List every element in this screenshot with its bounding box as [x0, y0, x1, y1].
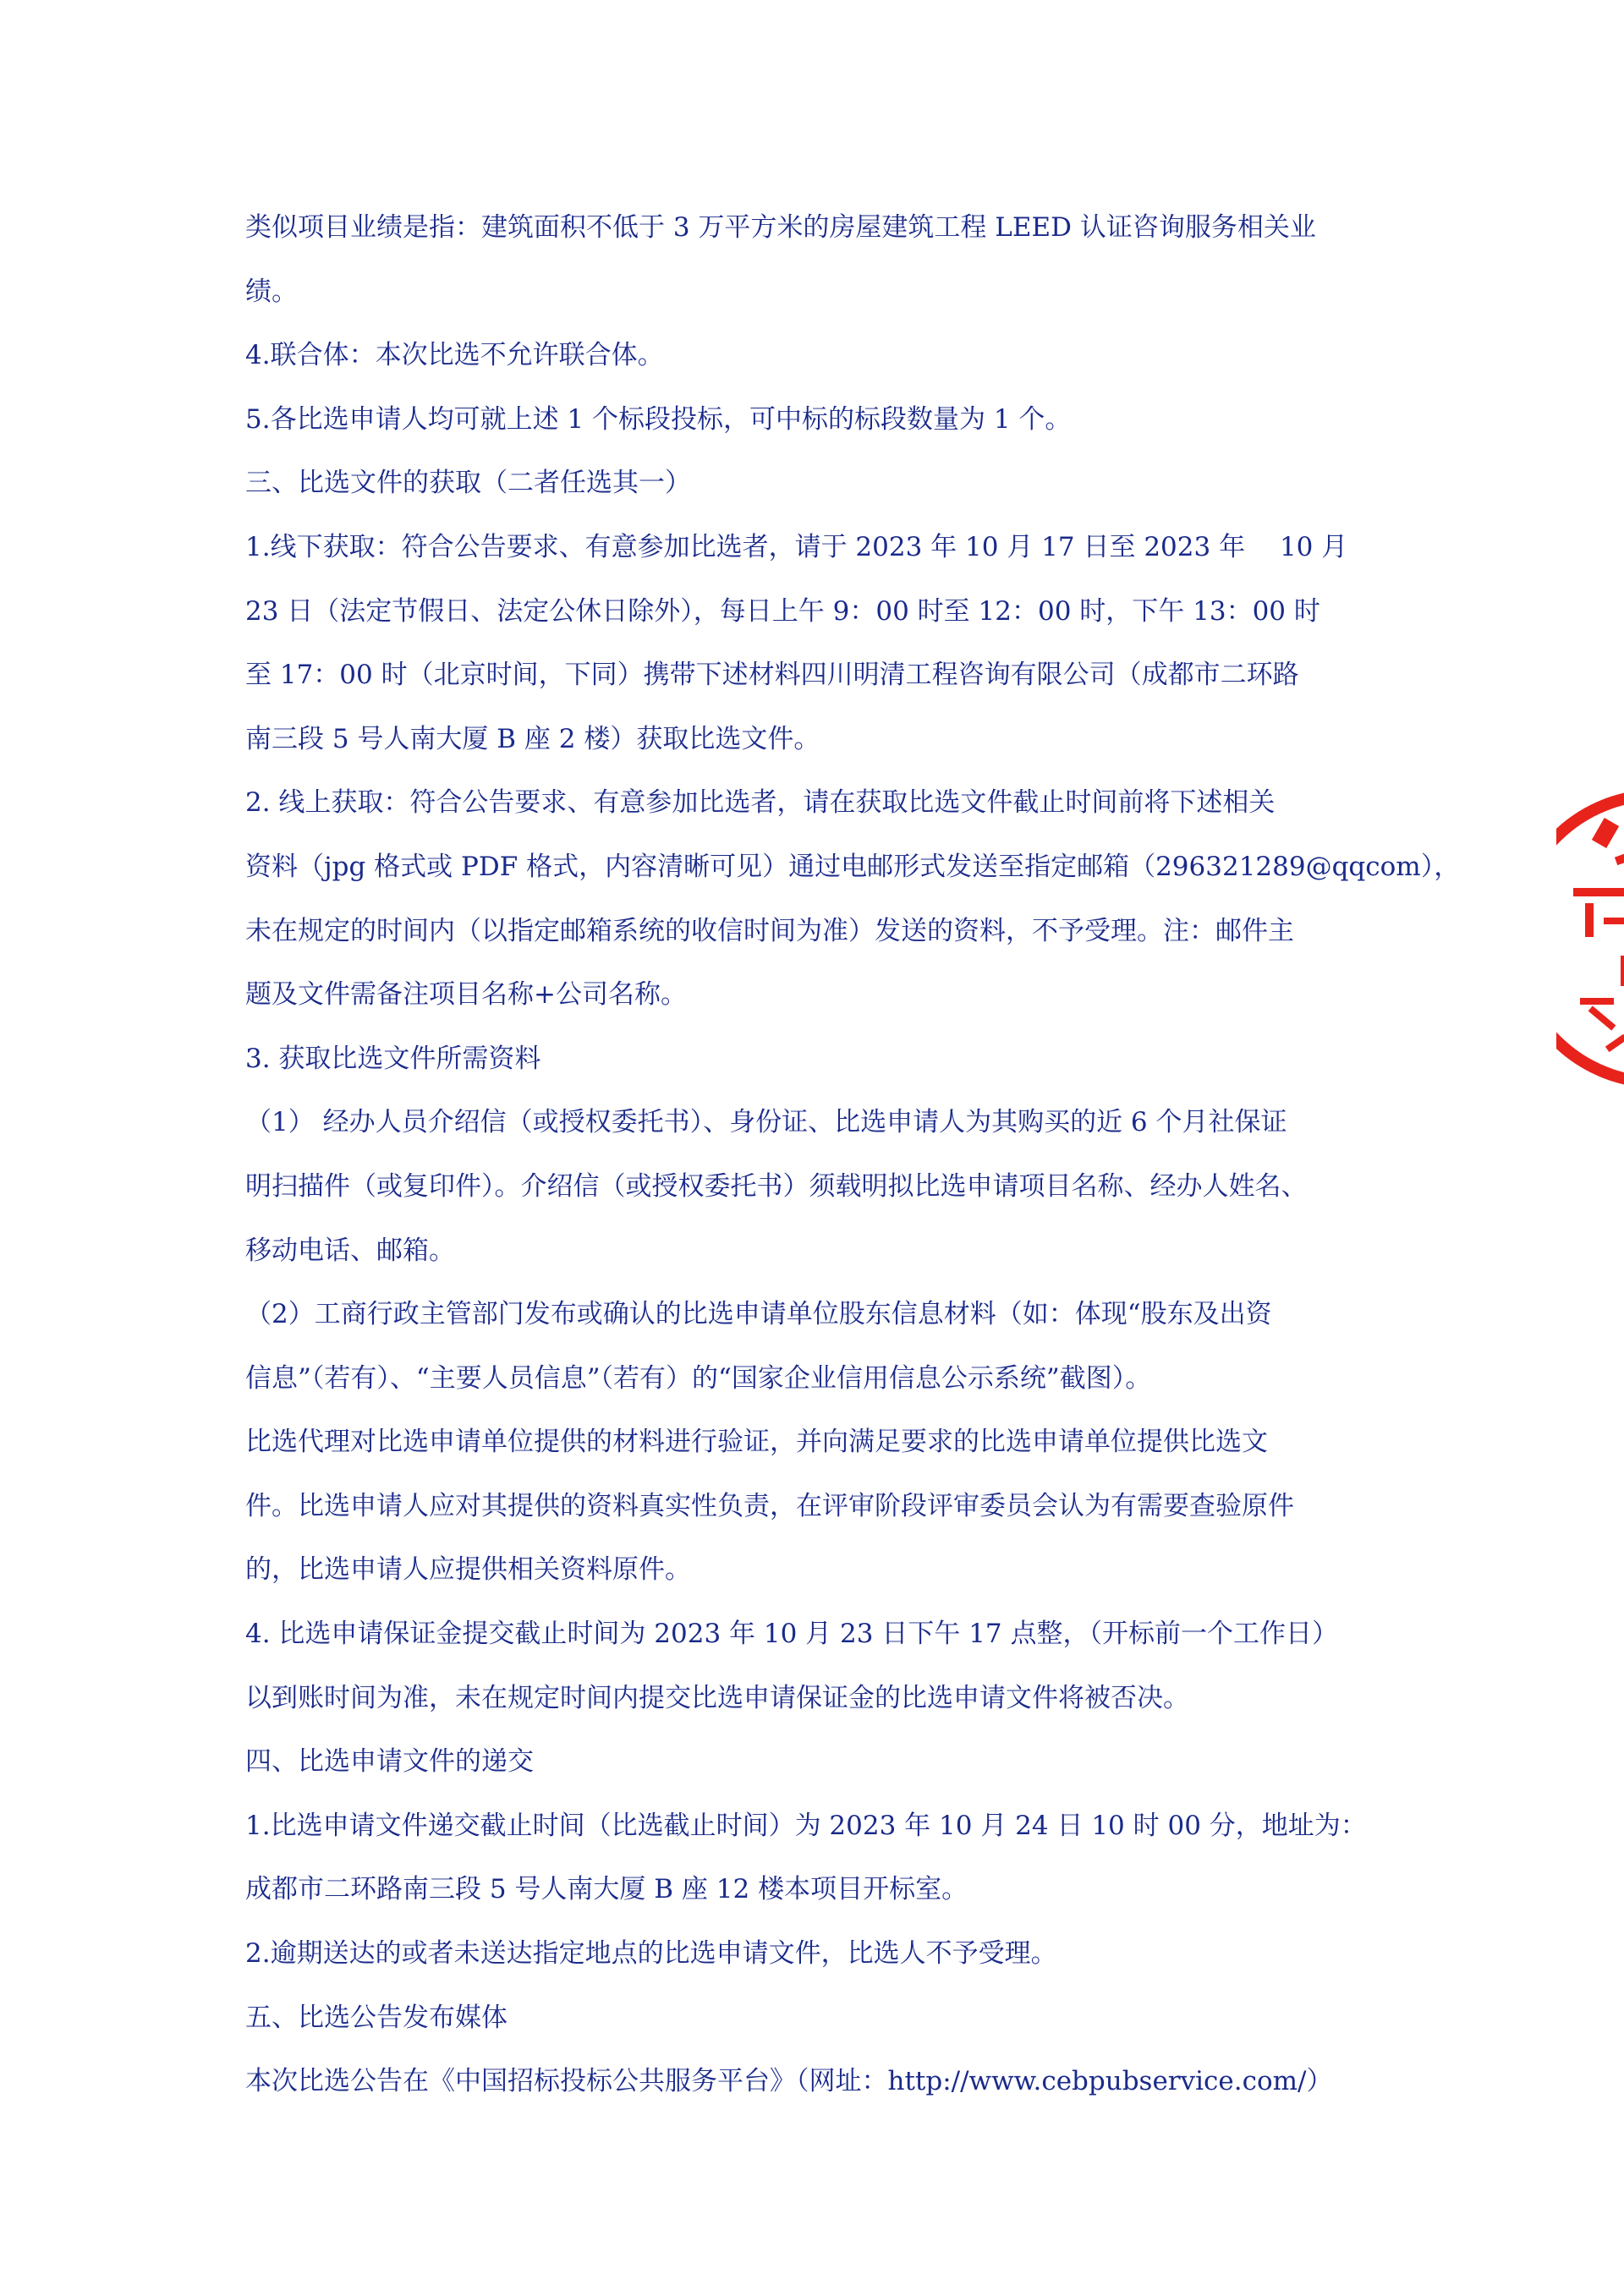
text-line: 4. 比选申请保证金提交截止时间为 2023 年 10 月 23 日下午 17 点整，（开标前一个工作日）: [245, 1619, 1338, 1650]
text-line: 4.联合体：本次比选不允许联合体。: [245, 340, 664, 371]
text-line: 绩。: [245, 276, 298, 307]
text-line: 2. 线上获取：符合公告要求、有意参加比选者，请在获取比选文件截止时间前将下述相关: [245, 787, 1276, 819]
text-line: 明扫描件（或复印件）。介绍信（或授权委托书）须载明拟比选申请项目名称、经办人姓名、: [245, 1170, 1308, 1202]
text-line: 件。比选申请人应对其提供的资料真实性负责，在评审阶段评审委员会认为有需要查验原件: [245, 1490, 1294, 1521]
text-line: 南三段 5 号人南大厦 B 座 2 楼）获取比选文件。: [245, 723, 820, 754]
text-line: 1.比选申请文件递交截止时间（比选截止时间）为 2023 年 10 月 24 日 10 时 00 分，地址为：: [245, 1810, 1367, 1841]
document-body: [245, 196, 1461, 2114]
text-line: 3. 获取比选文件所需资料: [245, 1043, 541, 1074]
text-line: 比选代理对比选申请单位提供的材料进行验证，并向满足要求的比选申请单位提供比选文: [245, 1427, 1268, 1458]
text-line: 题及文件需备注项目名称+公司名称。: [245, 979, 687, 1011]
text-line: 5.各比选申请人均可就上述 1 个标段投标，可中标的标段数量为 1 个。: [245, 403, 1072, 435]
red-seal-stamp: [1556, 761, 1624, 1116]
text-line: 资料（jpg 格式或 PDF 格式，内容清晰可见）通过电邮形式发送至指定邮箱（296321289@qqcom），: [245, 851, 1461, 882]
section-heading: 五、比选公告发布媒体: [245, 2002, 508, 2033]
text-line: 的，比选申请人应提供相关资料原件。: [245, 1554, 691, 1586]
text-line: 成都市二环路南三段 5 号人南大厦 B 座 12 楼本项目开标室。: [245, 1874, 968, 1905]
text-line: 未在规定的时间内（以指定邮箱系统的收信时间为准）发送的资料，不予受理。注：邮件主: [245, 915, 1294, 946]
section-heading: 四、比选申请文件的递交: [245, 1746, 534, 1778]
text-line: 类似项目业绩是指：建筑面积不低于 3 万平方米的房屋建筑工程 LEED 认证咨询服务相关业: [245, 212, 1316, 243]
text-line: 2.逾期送达的或者未送达指定地点的比选申请文件，比选人不予受理。: [245, 1938, 1057, 1970]
text-line: 本次比选公告在《中国招标投标公共服务平台》（网址：http://www.cebpubservice.com/）: [245, 2066, 1333, 2097]
stamp-marks: [1573, 818, 1624, 1052]
stamp-ring: [1556, 795, 1624, 1082]
text-line: 以到账时间为准，未在规定时间内提交比选申请保证金的比选申请文件将被否决。: [245, 1682, 1189, 1713]
text-line: （2）工商行政主管部门发布或确认的比选申请单位股东信息材料（如：体现“股东及出资: [245, 1299, 1272, 1330]
text-line: 23 日（法定节假日、法定公休日除外），每日上午 9：00 时至 12：00 时，下午 13：00 时: [245, 595, 1320, 627]
section-heading: 三、比选文件的获取（二者任选其一）: [245, 468, 691, 499]
text-line: 至 17：00 时（北京时间，下同）携带下述材料四川明清工程咨询有限公司（成都市二环路: [245, 660, 1299, 691]
text-line: 信息”（若有）、“主要人员信息”（若有）的“国家企业信用信息公示系统”截图）。: [245, 1362, 1152, 1394]
text-line: 移动电话、邮箱。: [245, 1235, 455, 1266]
text-line: （1） 经办人员介绍信（或授权委托书）、身份证、比选申请人为其购买的近 6 个月社保证: [245, 1107, 1287, 1138]
text-line: 1.线下获取：符合公告要求、有意参加比选者，请于 2023 年 10 月 17 日至 2023 年 10 月: [245, 531, 1348, 562]
